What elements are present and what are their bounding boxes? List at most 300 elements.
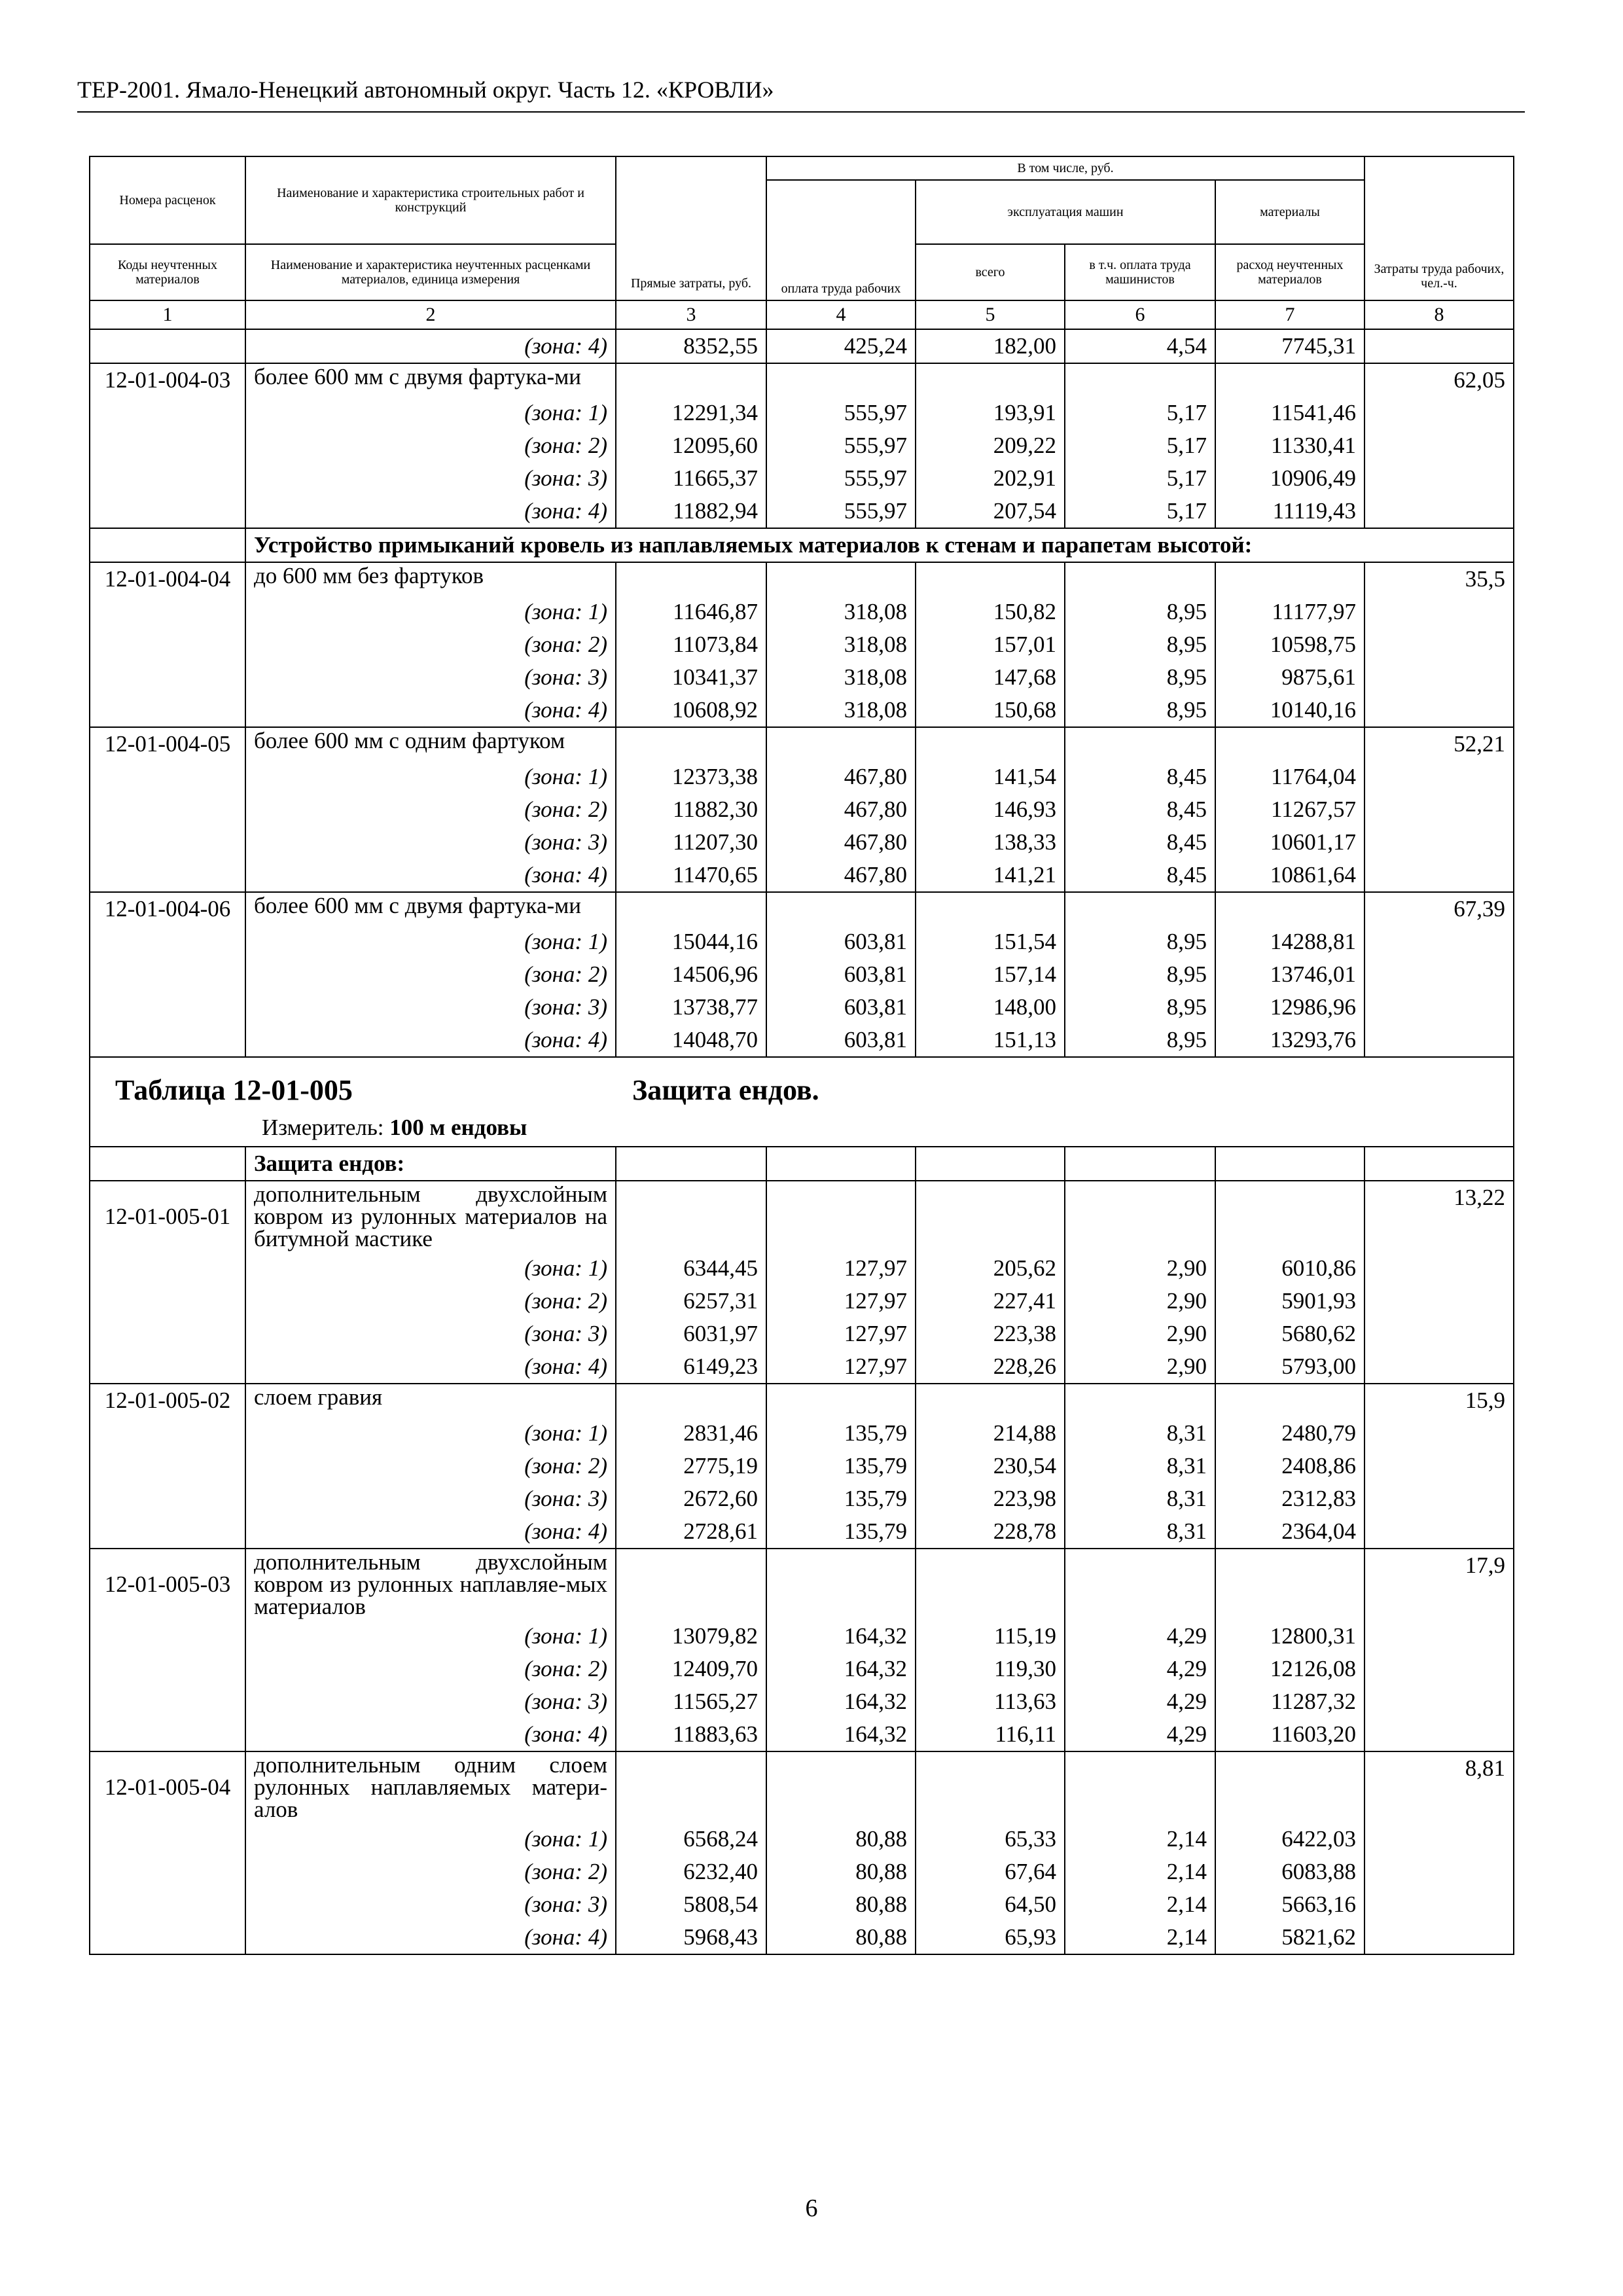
cost-value: 8,45: [1065, 793, 1215, 826]
cost-value: 12126,08: [1215, 1653, 1364, 1685]
zone-label: (зона: 3): [245, 991, 616, 1024]
empty-cell: [90, 397, 245, 429]
cost-value: 164,32: [766, 1718, 916, 1751]
section-004-block: [90, 528, 1514, 562]
rate-name: более 600 мм с одним фартуком: [245, 727, 616, 761]
empty-cell: [1364, 495, 1514, 528]
cost-value: 164,32: [766, 1620, 916, 1653]
rate-name: слоем гравия: [245, 1384, 616, 1417]
zone-row: [90, 826, 1514, 859]
cost-value: 193,91: [916, 397, 1065, 429]
col-material-code-header: Коды неучтенных материалов: [90, 244, 245, 300]
cost-value: 6232,40: [616, 1856, 766, 1888]
col-worker-pay-header: оплата труда рабочих: [766, 180, 916, 300]
cost-value: 223,98: [916, 1482, 1065, 1515]
zone-row: [90, 1718, 1514, 1751]
empty-cell: [1065, 562, 1215, 596]
empty-cell: [1215, 1751, 1364, 1823]
cost-value: 425,24: [766, 329, 916, 363]
zone-label: (зона: 2): [245, 1653, 616, 1685]
empty-cell: [1364, 1285, 1514, 1318]
zone-row: [90, 596, 1514, 628]
zone-label: (зона: 3): [245, 661, 616, 694]
table-body-a: [90, 329, 1514, 528]
empty-cell: [616, 1181, 766, 1252]
zone-label: (зона: 1): [245, 1252, 616, 1285]
cost-value: 555,97: [766, 429, 916, 462]
col-group-header: В том числе, руб.: [766, 156, 1364, 180]
empty-cell: [1364, 925, 1514, 958]
cost-value: 11541,46: [1215, 397, 1364, 429]
col-number: 8: [1364, 300, 1514, 329]
empty-cell: [616, 1549, 766, 1620]
cost-value: 10906,49: [1215, 462, 1364, 495]
empty-cell: [90, 1921, 245, 1954]
zone-row: [90, 1823, 1514, 1856]
zone-label: (зона: 2): [245, 958, 616, 991]
empty-cell: [1215, 1181, 1364, 1252]
cost-value: 5821,62: [1215, 1921, 1364, 1954]
cost-value: 80,88: [766, 1888, 916, 1921]
cost-value: 11330,41: [1215, 429, 1364, 462]
empty-cell: [90, 1252, 245, 1285]
zone-row: [90, 1450, 1514, 1482]
cost-value: 4,54: [1065, 329, 1215, 363]
cost-value: 6344,45: [616, 1252, 766, 1285]
rate-code: 12-01-004-06: [90, 892, 245, 925]
zone-row: [90, 1482, 1514, 1515]
rate-row: [90, 1181, 1514, 1252]
zone-row: [90, 1285, 1514, 1318]
zone-row: [90, 1515, 1514, 1549]
cost-value: 10341,37: [616, 661, 766, 694]
empty-cell: [916, 363, 1065, 397]
cost-value: 115,19: [916, 1620, 1065, 1653]
zone-label: (зона: 4): [245, 1921, 616, 1954]
zone-label: (зона: 1): [245, 397, 616, 429]
empty-cell: [90, 761, 245, 793]
cost-value: 4,29: [1065, 1653, 1215, 1685]
cost-value: 6149,23: [616, 1350, 766, 1384]
empty-cell: [616, 727, 766, 761]
cost-value: 555,97: [766, 397, 916, 429]
empty-cell: [1065, 727, 1215, 761]
cost-value: 64,50: [916, 1888, 1065, 1921]
col-labour-cost-header: Затраты труда рабочих, чел.-ч.: [1364, 156, 1514, 300]
cost-value: 150,68: [916, 694, 1065, 727]
zone-label: (зона: 4): [245, 694, 616, 727]
cost-value: 2728,61: [616, 1515, 766, 1549]
cost-value: 141,21: [916, 859, 1065, 892]
cost-value: 5,17: [1065, 397, 1215, 429]
zone-label: (зона: 2): [245, 429, 616, 462]
cost-value: 14506,96: [616, 958, 766, 991]
empty-cell: [766, 1181, 916, 1252]
cost-value: 318,08: [766, 694, 916, 727]
cost-value: 151,54: [916, 925, 1065, 958]
zone-row: [90, 1252, 1514, 1285]
cost-value: 13293,76: [1215, 1024, 1364, 1057]
zone-row: [90, 1620, 1514, 1653]
rates-table-container: [89, 156, 1513, 1955]
cost-value: 150,82: [916, 596, 1065, 628]
col-operator-pay-header: в т.ч. оплата труда машинистов: [1065, 244, 1215, 300]
cost-value: 6257,31: [616, 1285, 766, 1318]
cost-value: 157,01: [916, 628, 1065, 661]
cost-value: 2,14: [1065, 1856, 1215, 1888]
cost-value: 14288,81: [1215, 925, 1364, 958]
empty-cell: [1215, 1384, 1364, 1417]
zone-row: [90, 1685, 1514, 1718]
zone-row: [90, 628, 1514, 661]
cost-value: 8,31: [1065, 1482, 1215, 1515]
labour-value: 17,9: [1364, 1549, 1514, 1620]
empty-cell: [90, 1620, 245, 1653]
table-005-meter: [262, 1113, 1505, 1142]
zone-row: [90, 958, 1514, 991]
empty-cell: [766, 727, 916, 761]
col-materials-header: материалы: [1215, 180, 1364, 244]
table-body-c: [90, 1181, 1514, 1954]
empty-cell: [1364, 694, 1514, 727]
cost-value: 80,88: [766, 1921, 916, 1954]
empty-cell: [90, 859, 245, 892]
zone-row: [90, 397, 1514, 429]
empty-cell: [1364, 859, 1514, 892]
cost-value: 2,14: [1065, 1921, 1215, 1954]
cost-value: 5,17: [1065, 495, 1215, 528]
cost-value: 13079,82: [616, 1620, 766, 1653]
cost-value: 5,17: [1065, 462, 1215, 495]
cost-value: 11287,32: [1215, 1685, 1364, 1718]
empty-cell: [1364, 1252, 1514, 1285]
rate-name: дополнительным двухслойным ковром из рулонных материалов на битумной мастике: [245, 1181, 616, 1252]
table-005-block: [90, 1057, 1514, 1181]
col-number: 5: [916, 300, 1065, 329]
empty-cell: [90, 596, 245, 628]
cost-value: 467,80: [766, 826, 916, 859]
zone-label: (зона: 4): [245, 329, 616, 363]
col-number: 7: [1215, 300, 1364, 329]
zone-row: [90, 1888, 1514, 1921]
cost-value: 223,38: [916, 1318, 1065, 1350]
cost-value: 6010,86: [1215, 1252, 1364, 1285]
zone-label: (зона: 4): [245, 495, 616, 528]
empty-cell: [916, 1181, 1065, 1252]
cost-value: 4,29: [1065, 1718, 1215, 1751]
cost-value: 5901,93: [1215, 1285, 1364, 1318]
cost-value: 8,95: [1065, 694, 1215, 727]
empty-cell: [1364, 397, 1514, 429]
cost-value: 8,95: [1065, 991, 1215, 1024]
empty-cell: [766, 562, 916, 596]
table-body-b: [90, 562, 1514, 1057]
zone-label: (зона: 1): [245, 1823, 616, 1856]
empty-cell: [1364, 1318, 1514, 1350]
zone-row: [90, 1921, 1514, 1954]
empty-cell: [1364, 826, 1514, 859]
empty-cell: [90, 1285, 245, 1318]
cost-value: 228,78: [916, 1515, 1065, 1549]
rate-name: дополнительным двухслойным ковром из рулонных наплавляе-мых материалов: [245, 1549, 616, 1620]
zone-row: [90, 1350, 1514, 1384]
rate-row: [90, 892, 1514, 925]
cost-value: 2,14: [1065, 1888, 1215, 1921]
col-work-name-header: Наименование и характеристика строительных работ и конструкций: [245, 156, 616, 244]
rate-code: 12-01-005-04: [90, 1751, 245, 1823]
cost-value: 11207,30: [616, 826, 766, 859]
cost-value: 11119,43: [1215, 495, 1364, 528]
empty-cell: [90, 958, 245, 991]
zone-label: (зона: 1): [245, 1620, 616, 1653]
cost-value: 202,91: [916, 462, 1065, 495]
cost-value: 6568,24: [616, 1823, 766, 1856]
zone-label: (зона: 3): [245, 1482, 616, 1515]
rate-name: более 600 мм с двумя фартука-ми: [245, 892, 616, 925]
cost-value: 146,93: [916, 793, 1065, 826]
empty-cell: [90, 628, 245, 661]
empty-cell: [90, 429, 245, 462]
rate-row: [90, 363, 1514, 397]
cost-value: 5,17: [1065, 429, 1215, 462]
cost-value: 8,45: [1065, 761, 1215, 793]
cost-value: 13738,77: [616, 991, 766, 1024]
labour-value: 13,22: [1364, 1181, 1514, 1252]
empty-cell: [1364, 1823, 1514, 1856]
cost-value: 8,31: [1065, 1417, 1215, 1450]
empty-cell: [1364, 1888, 1514, 1921]
cost-value: 11565,27: [616, 1685, 766, 1718]
cost-value: 6083,88: [1215, 1856, 1364, 1888]
empty-cell: [90, 1350, 245, 1384]
zone-row: [90, 661, 1514, 694]
cost-value: 135,79: [766, 1450, 916, 1482]
empty-cell: [90, 1515, 245, 1549]
empty-cell: [1364, 1685, 1514, 1718]
empty-cell: [1065, 1549, 1215, 1620]
cost-value: 80,88: [766, 1856, 916, 1888]
empty-cell: [1065, 892, 1215, 925]
empty-cell: [616, 363, 766, 397]
zone-row: [90, 859, 1514, 892]
cost-value: 12986,96: [1215, 991, 1364, 1024]
cost-value: 135,79: [766, 1515, 916, 1549]
rate-code: 12-01-004-04: [90, 562, 245, 596]
cost-value: 127,97: [766, 1285, 916, 1318]
zone-label: (зона: 2): [245, 793, 616, 826]
rate-name: до 600 мм без фартуков: [245, 562, 616, 596]
empty-cell: [90, 1823, 245, 1856]
section-heading: Защита ендов:: [245, 1147, 616, 1181]
zone-label: (зона: 4): [245, 1350, 616, 1384]
cost-value: 119,30: [916, 1653, 1065, 1685]
empty-cell: [90, 1653, 245, 1685]
table-head: [90, 156, 1514, 329]
cost-value: 227,41: [916, 1285, 1065, 1318]
col-machines-total-header: всего: [916, 244, 1065, 300]
cost-value: 164,32: [766, 1685, 916, 1718]
rate-row: [90, 1384, 1514, 1417]
cost-value: 138,33: [916, 826, 1065, 859]
cost-value: 11073,84: [616, 628, 766, 661]
empty-cell: [1364, 661, 1514, 694]
zone-row: [90, 329, 1514, 363]
empty-cell: [90, 991, 245, 1024]
cost-value: 141,54: [916, 761, 1065, 793]
cost-value: 214,88: [916, 1417, 1065, 1450]
cost-value: 10598,75: [1215, 628, 1364, 661]
cost-value: 65,33: [916, 1823, 1065, 1856]
empty-cell: [1364, 1653, 1514, 1685]
col-number: 6: [1065, 300, 1215, 329]
cost-value: 603,81: [766, 991, 916, 1024]
cost-value: 8,95: [1065, 596, 1215, 628]
cost-value: 5793,00: [1215, 1350, 1364, 1384]
cost-value: 9875,61: [1215, 661, 1364, 694]
cost-value: 11470,65: [616, 859, 766, 892]
empty-cell: [90, 1888, 245, 1921]
empty-cell: [1364, 761, 1514, 793]
zone-label: (зона: 3): [245, 1318, 616, 1350]
empty-cell: [616, 892, 766, 925]
cost-value: 135,79: [766, 1482, 916, 1515]
page-number: 6: [805, 2195, 818, 2222]
cost-value: 209,22: [916, 429, 1065, 462]
empty-cell: [1065, 1181, 1215, 1252]
cost-value: 5968,43: [616, 1921, 766, 1954]
col-number: 1: [90, 300, 245, 329]
empty-cell: [90, 1856, 245, 1888]
cost-value: 8,95: [1065, 925, 1215, 958]
cost-value: 11764,04: [1215, 761, 1364, 793]
zone-row: [90, 462, 1514, 495]
empty-cell: [1215, 892, 1364, 925]
cost-value: 318,08: [766, 628, 916, 661]
cost-value: 65,93: [916, 1921, 1065, 1954]
empty-cell: [1065, 1384, 1215, 1417]
cost-value: 555,97: [766, 495, 916, 528]
zone-row: [90, 495, 1514, 528]
cost-value: 2,90: [1065, 1318, 1215, 1350]
empty-cell: [1364, 462, 1514, 495]
cost-value: 11267,57: [1215, 793, 1364, 826]
cost-value: 11883,63: [616, 1718, 766, 1751]
empty-cell: [766, 1549, 916, 1620]
rate-code: 12-01-005-01: [90, 1181, 245, 1252]
labour-value: 8,81: [1364, 1751, 1514, 1823]
zone-label: (зона: 1): [245, 596, 616, 628]
col-number: 3: [616, 300, 766, 329]
labour-value: 67,39: [1364, 892, 1514, 925]
empty-cell: [90, 1450, 245, 1482]
labour-value: 62,05: [1364, 363, 1514, 397]
zone-label: (зона: 2): [245, 1856, 616, 1888]
empty-cell: [1364, 1450, 1514, 1482]
zone-label: (зона: 3): [245, 1888, 616, 1921]
zone-row: [90, 694, 1514, 727]
rate-name: более 600 мм с двумя фартука-ми: [245, 363, 616, 397]
cost-value: 8352,55: [616, 329, 766, 363]
cost-value: 127,97: [766, 1318, 916, 1350]
empty-cell: [766, 363, 916, 397]
cost-value: 230,54: [916, 1450, 1065, 1482]
cost-value: 8,95: [1065, 958, 1215, 991]
empty-cell: [90, 826, 245, 859]
table-005-title-block: [90, 1057, 1514, 1147]
zone-row: [90, 429, 1514, 462]
cost-value: 8,95: [1065, 628, 1215, 661]
cost-value: 12800,31: [1215, 1620, 1364, 1653]
cost-value: 10601,17: [1215, 826, 1364, 859]
rate-name: дополнительным одним слоем рулонных наплавляемых матери-алов: [245, 1751, 616, 1823]
col-machines-header: эксплуатация машин: [916, 180, 1215, 244]
cost-value: 135,79: [766, 1417, 916, 1450]
cost-value: 4,29: [1065, 1620, 1215, 1653]
zone-row: [90, 1318, 1514, 1350]
cost-value: 11882,94: [616, 495, 766, 528]
page-header: ТЕР-2001. Ямало-Ненецкий автономный округ. Часть 12. «КРОВЛИ»: [77, 76, 1525, 113]
rate-row: [90, 1751, 1514, 1823]
cost-value: 318,08: [766, 661, 916, 694]
empty-cell: [1065, 363, 1215, 397]
cost-value: 6422,03: [1215, 1823, 1364, 1856]
cost-value: 182,00: [916, 329, 1065, 363]
cost-value: 127,97: [766, 1252, 916, 1285]
col-material-name-header: Наименование и характеристика неучтенных расценками материалов, единица измерения: [245, 244, 616, 300]
cost-value: 147,68: [916, 661, 1065, 694]
cost-value: 603,81: [766, 958, 916, 991]
cost-value: 11177,97: [1215, 596, 1364, 628]
empty-cell: [90, 1417, 245, 1450]
cost-value: 11665,37: [616, 462, 766, 495]
zone-label: (зона: 3): [245, 1685, 616, 1718]
empty-cell: [1364, 1718, 1514, 1751]
rate-code: 12-01-005-03: [90, 1549, 245, 1620]
cost-value: 467,80: [766, 859, 916, 892]
labour-value: 52,21: [1364, 727, 1514, 761]
rate-row: [90, 727, 1514, 761]
cost-value: 318,08: [766, 596, 916, 628]
empty-cell: [916, 1384, 1065, 1417]
cost-value: 11603,20: [1215, 1718, 1364, 1751]
empty-cell: [916, 727, 1065, 761]
labour-value: 15,9: [1364, 1384, 1514, 1417]
empty-cell: [766, 1751, 916, 1823]
empty-cell: [90, 1718, 245, 1751]
cost-value: 4,29: [1065, 1685, 1215, 1718]
empty-cell: [1364, 1921, 1514, 1954]
cost-value: 2,90: [1065, 1350, 1215, 1384]
empty-cell: [916, 1751, 1065, 1823]
zone-label: (зона: 2): [245, 628, 616, 661]
empty-cell: [90, 694, 245, 727]
cost-value: 5663,16: [1215, 1888, 1364, 1921]
zone-label: (зона: 2): [245, 1285, 616, 1318]
empty-cell: [90, 793, 245, 826]
meter-label: Измеритель:: [262, 1115, 384, 1140]
zone-label: (зона: 3): [245, 826, 616, 859]
cost-value: 80,88: [766, 1823, 916, 1856]
cost-value: 2831,46: [616, 1417, 766, 1450]
empty-cell: [1364, 1350, 1514, 1384]
empty-cell: [90, 1024, 245, 1057]
cost-value: 157,14: [916, 958, 1065, 991]
zone-row: [90, 1856, 1514, 1888]
cost-value: 10140,16: [1215, 694, 1364, 727]
cost-value: 467,80: [766, 761, 916, 793]
cost-value: 12291,34: [616, 397, 766, 429]
empty-cell: [90, 1685, 245, 1718]
